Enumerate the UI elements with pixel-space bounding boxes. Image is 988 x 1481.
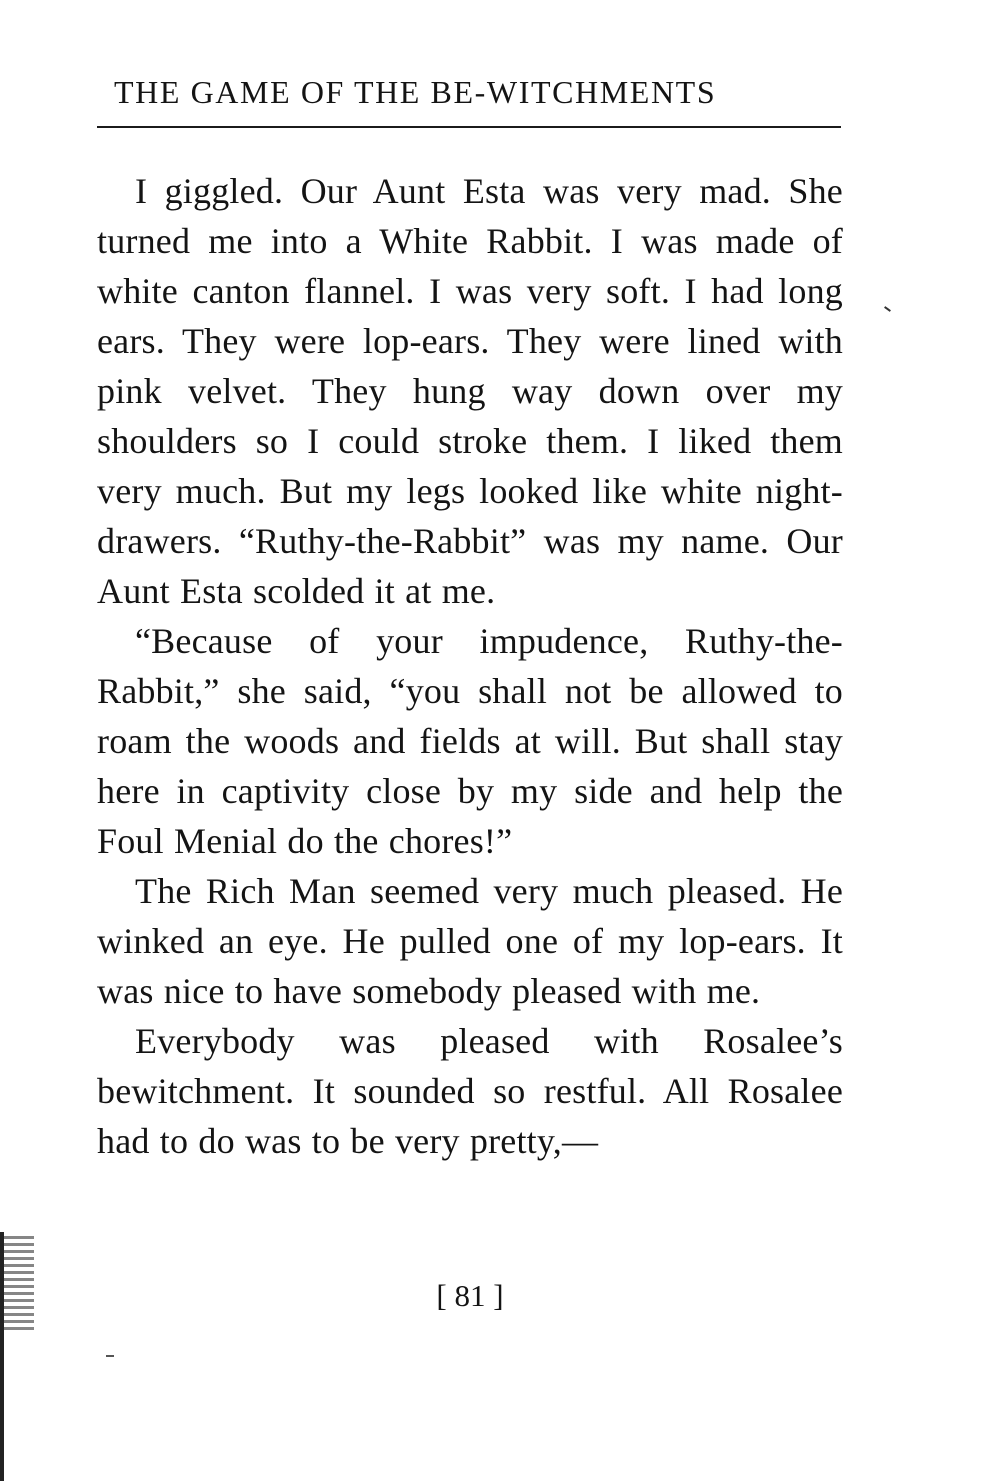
stray-ink-dash [106, 1355, 114, 1357]
paragraph: Everybody was pleased with Rosalee’s bewitchment. It sounded so restful. All Rosalee had to do was to be very pretty,— [97, 1021, 843, 1161]
paragraph: “Because of your impudence, Ruthy-the-Rabbit,” she said, “you shall not be allowed to roam the woods and fields at will. But shall stay here in captivity close by my side and help the Foul Menial do the chores!” [97, 621, 843, 861]
page-number: [ 81 ] [436, 1278, 504, 1313]
body-text [97, 166, 843, 1166]
stray-ink-mark [884, 306, 891, 312]
paragraph: The Rich Man seemed very much pleased. He winked an eye. He pulled one of my lop-ears. It was nice to have somebody pleased with me. [97, 871, 843, 1011]
paragraph: I giggled. Our Aunt Esta was very mad. She turned me into a White Rabbit. I was made of white canton flannel. I was very soft. I had long ears. They were lop-ears. They were lined with pink velvet. They hung way down over my shoulders so I could stroke them. I liked them very much. But my legs looked like white night-drawers. “Ruthy-the-Rabbit” was my name. Our Aunt Esta scolded it at me. [97, 171, 843, 611]
running-head: THE GAME OF THE BE-WITCHMENTS [114, 74, 717, 110]
header-rule [97, 126, 841, 128]
